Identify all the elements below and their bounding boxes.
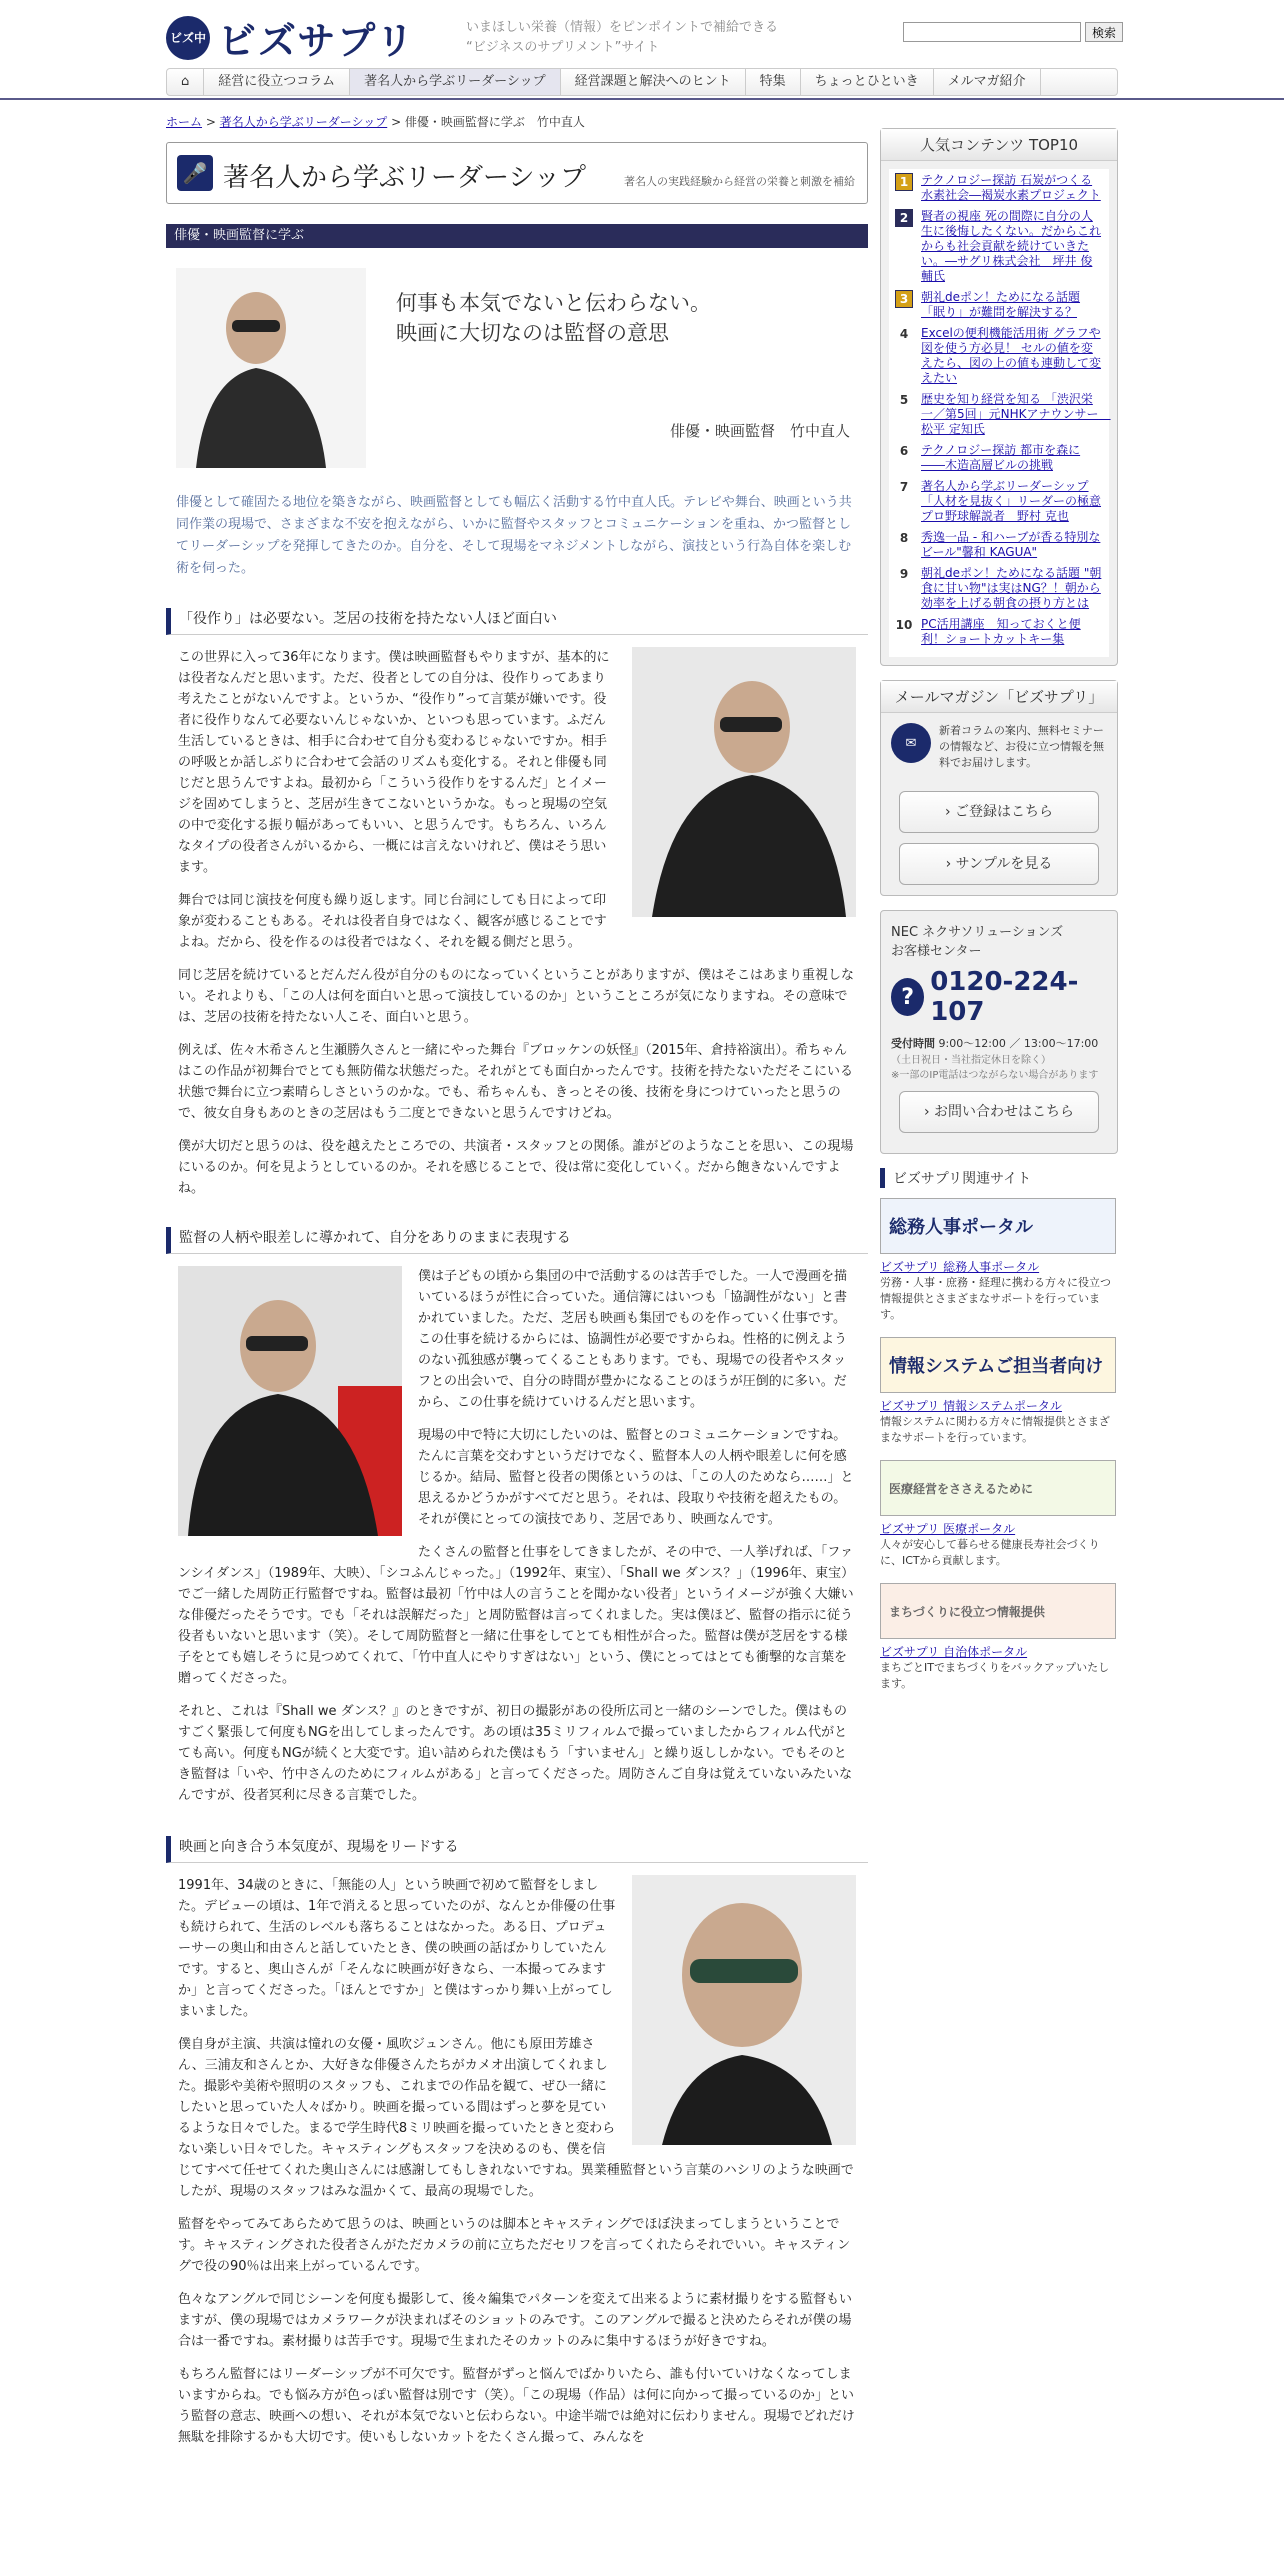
site-logo[interactable]	[166, 10, 416, 65]
mailmag-sample-button[interactable]: › サンプルを見る	[899, 843, 1099, 885]
quote-line2: 映画に大切なのは監督の意思	[396, 321, 669, 345]
top10-link[interactable]: 朝礼deポン！ためになる話題 "朝食に甘い物"は実はNG？！朝から効率を上げる朝食の摂り方とは	[921, 566, 1102, 610]
mailmag-desc: 新着コラムの案内、無料セミナーの情報など、お役に立つ情報を無料でお届けします。	[939, 724, 1104, 769]
logo-text: ビズサプリ	[218, 19, 416, 63]
hours-label: 受付時間	[891, 1037, 935, 1050]
paragraph-1: この世界に入って36年になります。僕は映画監督もやりますが、基本的には役者なんだと思います。ただ、役者としての自分は、役作りってあまり考えたことがないんですよ。というか、“役作り”って言葉が嫌いです。役者に役作りなんて必要ないんじゃないか、といつも思っています。ふだん生活しているときは、相手に合わせて自分も変わるじゃないですか。相手の呼吸とか話しぶりに合わせて会話のリズムも変化する。それと俳優も同じだと思うんですよね。最初から「こういう役作りをするんだ」とイメージを固めてしまうと、芝居が生きてこないというかな。もっと現場の空気の中で変化する振り幅があってもいい、と思うんです。もちろん、いろんなタイプの役者さんがいるから、一概には言えないけれど、僕はそう思います。	[178, 650, 610, 875]
top10-item	[895, 326, 1103, 386]
support-note-2: ※一部のIP電話はつながらない場合があります	[891, 1070, 1099, 1081]
breadcrumb-current: > 俳優・映画監督に学ぶ 竹中直人	[391, 115, 585, 129]
nav-item-leadership[interactable]: 著名人から学ぶリーダーシップ	[350, 69, 560, 95]
related-banner[interactable]: 総務人事ポータル	[880, 1198, 1116, 1254]
top10-item	[895, 290, 1103, 320]
top10-box	[880, 128, 1118, 666]
support-hours	[891, 1035, 1107, 1051]
section-subtitle: 著名人の実践経験から経営の栄養と刺激を補給	[624, 175, 855, 188]
mailmag-box	[880, 680, 1118, 896]
rank-number: 7	[899, 480, 909, 494]
tagline	[466, 18, 778, 58]
top10-item	[895, 209, 1103, 284]
home-icon[interactable]: ⌂	[167, 69, 204, 95]
related-link[interactable]: ビズサプリ 情報システムポータル	[880, 1399, 1062, 1413]
mailmag-title: メールマガジン「ビズサプリ」	[881, 681, 1117, 713]
subheading-2: 監督の人柄や眼差しに導かれて、自分をありのままに表現する	[166, 1227, 868, 1254]
article-hero	[166, 258, 868, 488]
paragraph-4: 例えば、佐々木希さんと生瀬勝久さんと一緒にやった舞台『ブロッケンの妖怪』（2015年、倉持裕演出）。希ちゃんはこの作品が初舞台でとても無防備な状態だった。それがとても面白かったんです。技術を持たないただそこにいる状態で舞台に立つ素晴らしさというのかな。でも、希ちゃんも、きっとその後、技術を身につけていったと思うので、彼女自身もあのときの芝居はもう二度とできないと思うんですけどね。	[178, 1043, 853, 1121]
breadcrumb: ホーム > 著名人から学ぶリーダーシップ > 俳優・映画監督に学ぶ 竹中直人	[166, 115, 585, 129]
rank-number: 6	[899, 444, 909, 458]
support-title-2: お客様センター	[891, 944, 982, 959]
rank-number: 10	[895, 618, 913, 632]
interview-photo-3	[632, 1875, 856, 2145]
related-link[interactable]: ビズサプリ 総務人事ポータル	[880, 1260, 1040, 1274]
section-header	[166, 142, 868, 204]
nav-item-column[interactable]: 経営に役立つコラム	[204, 69, 350, 95]
paragraph-13: 色々なアングルで同じシーンを何度も撮影して、後々編集でパターンを変えて出来るように素材撮りをする監督もいますが、僕の現場ではカメラワークが決まればそのショットのみです。このアングルで撮ると決めたらそれが僕の場合は一番ですね。素材撮りは苦手です。現場で生まれたそのカットのみに集中するほうが好きですね。	[178, 2292, 853, 2349]
related-link[interactable]: ビズサプリ 医療ポータル	[880, 1522, 1016, 1536]
article-quote	[396, 288, 711, 348]
top10-link[interactable]: 歴史を知り経営を知る 「渋沢栄一／第5回」元NHKアナウンサー 松平 定知氏	[921, 392, 1111, 436]
top10-link[interactable]: 賢者の視座 死の間際に自分の人生に後悔したくない。だからこれからも社会貢献を続けていきたい。―サグリ株式会社 坪井 俊輔氏	[921, 209, 1102, 283]
rank-number: 4	[899, 327, 909, 341]
paragraph-8: たくさんの監督と仕事をしてきましたが、その中で、一人挙げれば、「ファンシイダンス」（1989年、大映）、「シコふんじゃった。」（1992年、東宝）、「Shall we ダンス？」（1996年、東宝）でご一緒した周防正行監督ですね。監督は最初「竹中は人の言うことを聞かない役者」というイメージが強く大嫌いな俳優だったそうです。でも「それは誤解だった」と周防監督は言ってくれました。実は僕ほど、監督の指示に従う役者もいないと思います（笑）。そして周防監督と一緒に仕事をしてとても相性が合った。監督は僕が芝居をする様子をとても嬉しそうに見つめてくれて、「竹中直人にやりすぎはない」という、僕にとってはとても衝撃的な言葉を贈ってくださった。	[178, 1545, 855, 1686]
nav-item-mailmag[interactable]: メルマガ紹介	[934, 69, 1041, 95]
top10-link[interactable]: 著名人から学ぶリーダーシップ 「人材を見抜く」リーダーの極意 プロ野球解説者 野村 克也	[921, 479, 1102, 523]
paragraph-5: 僕が大切だと思うのは、役を越えたところでの、共演者・スタッフとの関係。誰がどのようなことを思い、この現場にいるのか。何を見ようとしているのか。それを感じることで、役は常に変化していく。だから飽きないんですよね。	[178, 1139, 854, 1196]
article-category-band: 俳優・映画監督に学ぶ	[166, 224, 868, 248]
related-title: ビズサプリ関連サイト	[880, 1168, 1118, 1188]
related-banner[interactable]: 医療経営をささえるために	[880, 1460, 1116, 1516]
rank-number: 1	[895, 173, 913, 191]
nav-item-feature[interactable]: 特集	[746, 69, 801, 95]
support-center-box	[880, 910, 1118, 1154]
interview-photo-2	[178, 1266, 402, 1536]
subheading-3: 映画と向き合う本気度が、現場をリードする	[166, 1836, 868, 1863]
breadcrumb-home[interactable]: ホーム	[166, 115, 203, 129]
site-header	[0, 0, 1284, 100]
search-input[interactable]	[903, 22, 1081, 42]
paragraph-7: 現場の中で特に大切にしたいのは、監督とのコミュニケーションですね。たんに言葉を交わすというだけでなく、監督本人の人柄や眼差しに何を感じるか。結局、監督と役者の関係というのは、「この人のためなら……」と思えるかどうかがすべてだと思う。それは、段取りや技術を超えたもの。それが僕にとっての演技であり、芝居であり、映画なんです。	[418, 1428, 854, 1527]
tagline-line2: “ビジネスのサプリメント”サイト	[466, 40, 660, 55]
tagline-line1: いまほしい栄養（情報）をピンポイントで補給できる	[466, 20, 779, 35]
paragraph-6: 僕は子どもの頃から集団の中で活動するのは苦手でした。一人で漫画を描いているほうが性に合っていた。通信簿にはいつも「協調性がない」と書かれていました。ただ、芝居も映画も集団でものを作っていく仕事です。この仕事を続けるからには、協調性が必要ですからね。性格的に例えようのない孤独感が襲ってくることもあります。でも、現場での役者やスタッフとの出会いで、自分の時間が豊かになることのほうが圧倒的に多い。だから、この仕事を続けていけるんだと思います。	[418, 1269, 848, 1410]
microphone-icon: 🎤	[177, 155, 213, 191]
related-sites	[880, 1168, 1118, 1692]
nav-item-issues[interactable]: 経営課題と解決へのヒント	[561, 69, 746, 95]
logo-badge: ビズ中	[166, 16, 210, 60]
rank-number: 3	[895, 290, 913, 308]
subheading-1: 「役作り」は必要ない。芝居の技術を持たない人ほど面白い	[166, 608, 868, 635]
top10-link[interactable]: テクノロジー探訪 石炭がつくる水素社会―褐炭水素プロジェクト	[921, 173, 1101, 202]
phone-number-row	[891, 967, 1107, 1027]
top10-item	[895, 479, 1103, 524]
contact-button[interactable]: › お問い合わせはこちら	[899, 1091, 1099, 1133]
related-desc: 労務・人事・庶務・経理に携わる方々に役立つ情報提供とさまざまなサポートを行っています。	[880, 1276, 1111, 1321]
mailmag-body	[881, 713, 1117, 781]
top10-item	[895, 530, 1103, 560]
support-note-1: （土日祝日・当社指定休日を除く）	[891, 1055, 1051, 1066]
search-form	[903, 22, 1123, 42]
nav-item-break[interactable]: ちょっとひといき	[801, 69, 934, 95]
related-link[interactable]: ビズサプリ 自治体ポータル	[880, 1645, 1028, 1659]
top10-link[interactable]: PC活用講座 知っておくと便利！ショートカットキー集	[921, 617, 1081, 646]
paragraph-12: 監督をやってみてあらためて思うのは、映画というのは脚本とキャスティングでほぼ決まってしまうということです。キャスティングされた役者さんがただカメラの前に立ちただセリフを言ってくれたらそれでいい。キャスティングで役の90％は出来上がっているんです。	[178, 2217, 851, 2274]
portrait-photo	[176, 268, 366, 468]
top10-link[interactable]: 朝礼deポン！ためになる話題 「眠り」が難問を解決する？	[921, 290, 1081, 319]
question-icon: ?	[891, 978, 924, 1016]
article-byline: 俳優・映画監督 竹中直人	[669, 422, 850, 440]
envelope-icon: ✉	[891, 723, 931, 763]
paragraph-14: もちろん監督にはリーダーシップが不可欠です。監督がずっと悩んでばかりいたら、誰も付いていけなくなってしまいますからね。でも悩み方が色っぽい監督は別です（笑）。「この現場（作品）は何に向かって撮っているのか」という監督の意志、映画への想い、それが本気でないと伝わらない。中途半端では絶対に伝わりません。現場でどれだけ無駄を排除するかも大切です。使いもしないカットをたくさん撮って、みんなを	[178, 2367, 855, 2445]
main-content	[166, 142, 868, 2448]
section-title: 著名人から学ぶリーダーシップ	[223, 163, 586, 193]
top10-title: 人気コンテンツ TOP10	[881, 129, 1117, 161]
top10-item	[895, 392, 1111, 437]
hours-value: 9:00～12:00 ／ 13:00～17:00	[938, 1037, 1099, 1050]
paragraph-9: それと、これは『Shall we ダンス？』のときですが、初日の撮影があの役所広司と一緒のシーンでした。僕はものすごく緊張して何度もNGを出してしまったんです。あの頃は35ミリフィルムで撮っていましたからフィルム代がとても高い。何度もNGが続くと大変です。追い詰められた僕はもう「すいません」と繰り返ししかない。でもそのとき監督は「いや、竹中さんのためにフィルムがある」と言ってくださった。周防さんご自身は覚えていないみたいなんですが、役者冥利に尽きる言葉でした。	[178, 1704, 853, 1803]
quote-line1: 何事も本気でないと伝わらない。	[396, 291, 711, 315]
article-lead: 俳優として確固たる地位を築きながら、映画監督としても幅広く活動する竹中直人氏。テレビや舞台、映画という共同作業の現場で、さまざまな不安を抱えながら、いかに監督やスタッフとコミュニケーションを重ね、かつ監督としてリーダーシップを発揮してきたのか。自分を、そして現場をマネジメントしながら、演技という行為自体を楽しむ術を伺った。	[176, 495, 852, 576]
phone-number: 0120-224-107	[930, 967, 1079, 1027]
top10-item	[895, 443, 1103, 473]
top10-item	[895, 173, 1103, 203]
rank-number: 5	[899, 393, 909, 407]
top10-list	[889, 169, 1109, 657]
paragraph-11: 僕自身が主演、共演は憧れの女優・風吹ジュンさん。他にも原田芳雄さん、三浦友和さんとか、大好きな俳優さんたちがカメオ出演してくれました。撮影や美術や照明のスタッフも、これまでの作品を観て、ぜひ一緒にしたいと思っていた人々ばかり。映画を撮っている間はずっと夢を見ているような日々でした。まるで学生時代8ミリ映画を撮っていたときと変わらない楽しい日々でした。キャスティングもスタッフを決めるのも、僕を信じてすべて任せてくれた奥山さんには感謝してもしきれないですね。異業種監督という言葉のハシリのような映画でしたが、現場のスタッフはみな温かくて、最高の現場でした。	[178, 2037, 854, 2199]
related-desc: まちごとITでまちづくりをバックアップいたします。	[880, 1661, 1110, 1690]
paragraph-2: 舞台では同じ演技を何度も繰り返します。同じ台詞にしても日によって印象が変わることもある。それは役者自身ではなく、観客が感じることですよね。だから、役を作るのは役者ではなく、それを観る側だと思う。	[178, 893, 607, 950]
top10-link[interactable]: 秀逸一品 - 和ハーブが香る特別なビール"馨和 KAGUA"	[921, 530, 1101, 559]
search-button[interactable]: 検索	[1085, 22, 1123, 42]
top10-link[interactable]: テクノロジー探訪 都市を森に――木造高層ビルの挑戦	[921, 443, 1081, 472]
paragraph-3: 同じ芝居を続けているとだんだん役が自分のものになっていくということがありますが、僕はそこはあまり重視しない。それよりも、「この人は何を面白いと思って演技しているのか」ということころが気になりますね。その意味では、芝居の技術を持たない人こそ、面白いと思う。	[178, 968, 855, 1025]
interview-photo-1	[632, 647, 856, 917]
sidebar	[880, 128, 1118, 1706]
related-banner[interactable]: 情報システムご担当者向け	[880, 1337, 1116, 1393]
mailmag-register-button[interactable]: › ご登録はこちら	[899, 791, 1099, 833]
rank-number: 2	[895, 209, 913, 227]
top10-link[interactable]: Excelの便利機能活用術 グラフや図を使う方必見！ セルの値を変えたら、図の上の値も連動して変えたい	[921, 326, 1102, 385]
support-title-1: NEC ネクサソリューションズ	[891, 925, 1064, 940]
top10-item	[895, 617, 1103, 647]
related-banner[interactable]: まちづくりに役立つ情報提供	[880, 1583, 1116, 1639]
rank-number: 9	[899, 567, 909, 581]
paragraph-10: 1991年、34歳のときに、「無能の人」という映画で初めて監督をしました。デビューの頃は、1年で消えると思っていたのが、なんとか俳優の仕事も続けられて、生活のレベルも落ちることはなかった。ある日、プロデューサーの奥山和由さんと話していたとき、僕の映画の話ばかりしていたんです。すると、奥山さんが「そんなに映画が好きなら、一本撮ってみますか」と言ってくださった。「ほんとですか」と僕はすっかり舞い上がってしまいました。	[178, 1878, 616, 2019]
global-nav	[166, 68, 1118, 96]
top10-item	[895, 566, 1103, 611]
breadcrumb-parent[interactable]: 著名人から学ぶリーダーシップ	[219, 115, 388, 129]
rank-number: 8	[899, 531, 909, 545]
related-desc: 人々が安心して暮らせる健康長寿社会づくりに、ICTから貢献します。	[880, 1538, 1100, 1567]
related-desc: 情報システムに関わる方々に情報提供とさまざまなサポートを行っています。	[880, 1415, 1110, 1444]
